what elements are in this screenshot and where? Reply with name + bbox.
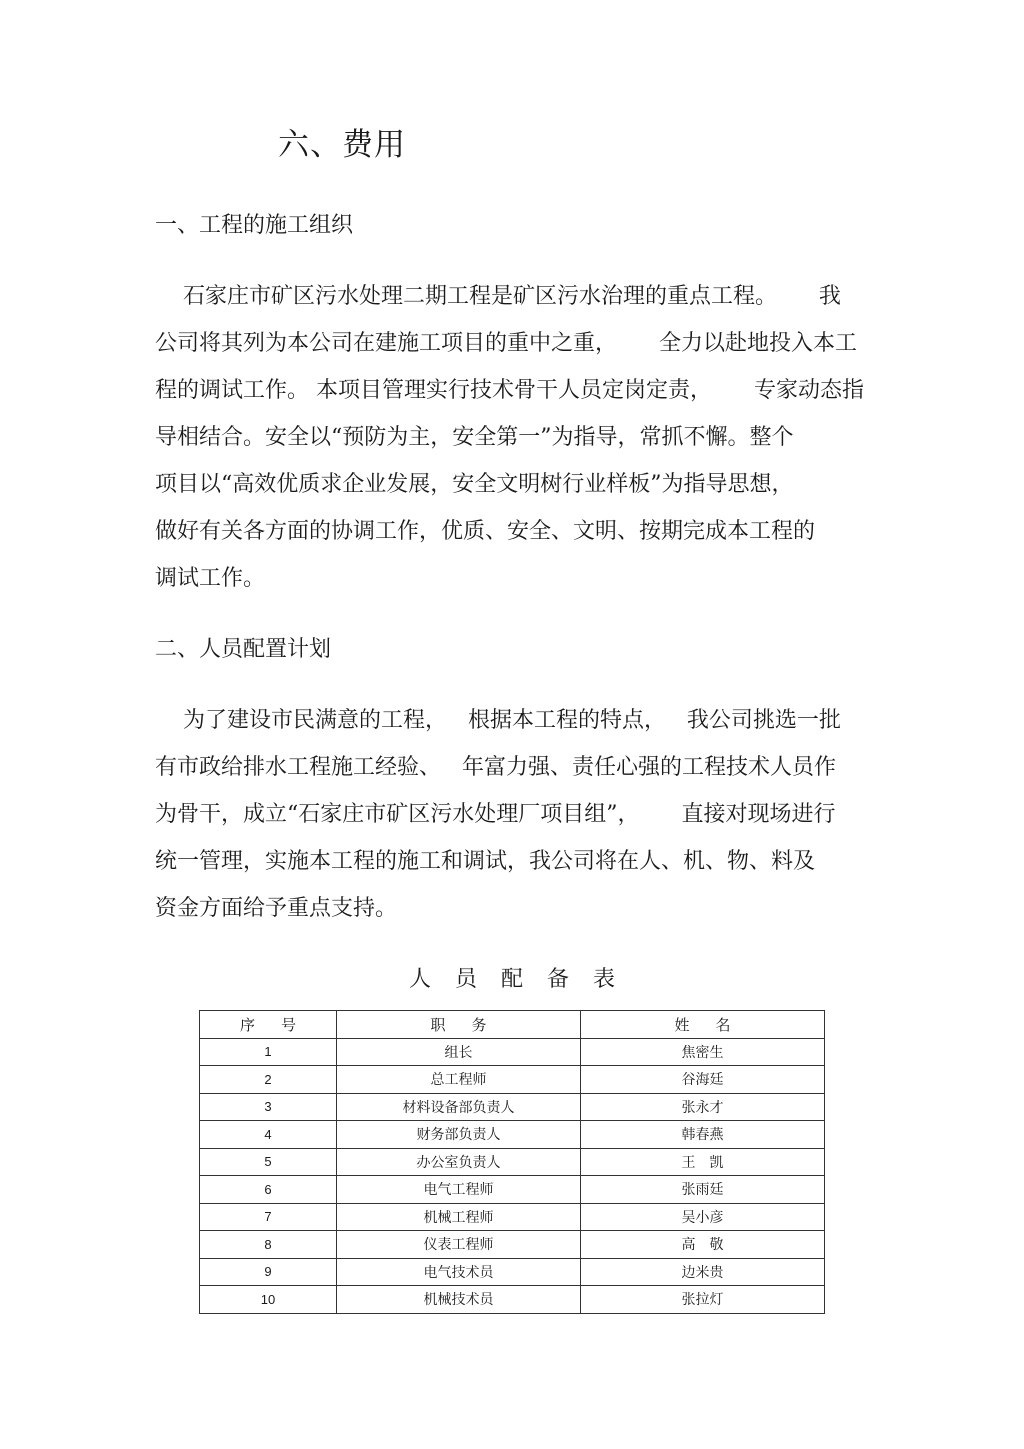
table-row (200, 1066, 825, 1094)
paragraph-line: 导相结合。安全以“预防为主，安全第一”为指导，常抓不懈。整个 (155, 425, 794, 450)
table-row (200, 1231, 825, 1259)
row-index: 8 (200, 1231, 337, 1259)
paragraph-line: 石家庄市矿区污水处理二期工程是矿区污水治理的重点工程。 我 (155, 284, 841, 309)
paragraph-line: 程的调试工作。 本项目管理实行技术骨干人员定岗定责， 专家动态指 (155, 378, 864, 403)
paragraph-construction-organization (155, 273, 870, 602)
row-name: 张雨廷 (581, 1176, 825, 1204)
paragraph-line: 项目以“高效优质求企业发展，安全文明树行业样板”为指导思想， (155, 472, 794, 497)
table-row (200, 1258, 825, 1286)
paragraph-line: 统一管理，实施本工程的施工和调试，我公司将在人、机、物、料及 (155, 849, 816, 874)
row-name: 王 凯 (581, 1148, 825, 1176)
table-row (200, 1121, 825, 1149)
paragraph-line: 公司将其列为本公司在建施工项目的重中之重， 全力以赴地投入本工 (155, 331, 857, 356)
header-position: 职务 (337, 1011, 581, 1039)
row-position: 机械技术员 (337, 1286, 581, 1314)
paragraph-staffing-plan (155, 697, 870, 932)
paragraph-line: 调试工作。 (155, 566, 266, 591)
table-row (200, 1148, 825, 1176)
table-header-row (200, 1011, 825, 1039)
paragraph-line: 做好有关各方面的协调工作，优质、安全、文明、按期完成本工程的 (155, 519, 816, 544)
table-row (200, 1286, 825, 1314)
row-name: 边米贵 (581, 1258, 825, 1286)
section-heading-construction-organization: 一、工程的施工组织 (155, 213, 354, 238)
row-position: 财务部负责人 (337, 1121, 581, 1149)
paragraph-line: 为骨干，成立“石家庄市矿区污水处理厂项目组”， 直接对现场进行 (155, 802, 836, 827)
row-name: 吴小彦 (581, 1203, 825, 1231)
row-position: 电气技术员 (337, 1258, 581, 1286)
row-index: 1 (200, 1038, 337, 1066)
row-index: 10 (200, 1286, 337, 1314)
row-index: 6 (200, 1176, 337, 1204)
row-name: 张永才 (581, 1093, 825, 1121)
row-index: 7 (200, 1203, 337, 1231)
table-row (200, 1176, 825, 1204)
row-name: 韩春燕 (581, 1121, 825, 1149)
row-position: 电气工程师 (337, 1176, 581, 1204)
row-index: 2 (200, 1066, 337, 1094)
table-row (200, 1203, 825, 1231)
paragraph-line: 为了建设市民满意的工程， 根据本工程的特点， 我公司挑选一批 (155, 708, 841, 733)
paragraph-line: 有市政给排水工程施工经验、 年富力强、责任心强的工程技术人员作 (155, 755, 836, 780)
row-position: 机械工程师 (337, 1203, 581, 1231)
row-index: 9 (200, 1258, 337, 1286)
staff-table (199, 1010, 825, 1314)
row-index: 4 (200, 1121, 337, 1149)
row-name: 张拉灯 (581, 1286, 825, 1314)
row-position: 总工程师 (337, 1066, 581, 1094)
table-row (200, 1038, 825, 1066)
row-position: 材料设备部负责人 (337, 1093, 581, 1121)
row-position: 组长 (337, 1038, 581, 1066)
table-row (200, 1093, 825, 1121)
header-index: 序号 (200, 1011, 337, 1039)
paragraph-line: 资金方面给予重点支持。 (155, 896, 398, 921)
row-name: 焦密生 (581, 1038, 825, 1066)
table-caption: 人员配备表 (408, 967, 639, 992)
row-index: 3 (200, 1093, 337, 1121)
row-name: 谷海廷 (581, 1066, 825, 1094)
row-index: 5 (200, 1148, 337, 1176)
row-name: 高 敬 (581, 1231, 825, 1259)
page-title: 六、费用 (278, 127, 406, 163)
row-position: 仪表工程师 (337, 1231, 581, 1259)
header-name: 姓名 (581, 1011, 825, 1039)
row-position: 办公室负责人 (337, 1148, 581, 1176)
section-heading-staffing-plan: 二、人员配置计划 (155, 637, 332, 662)
